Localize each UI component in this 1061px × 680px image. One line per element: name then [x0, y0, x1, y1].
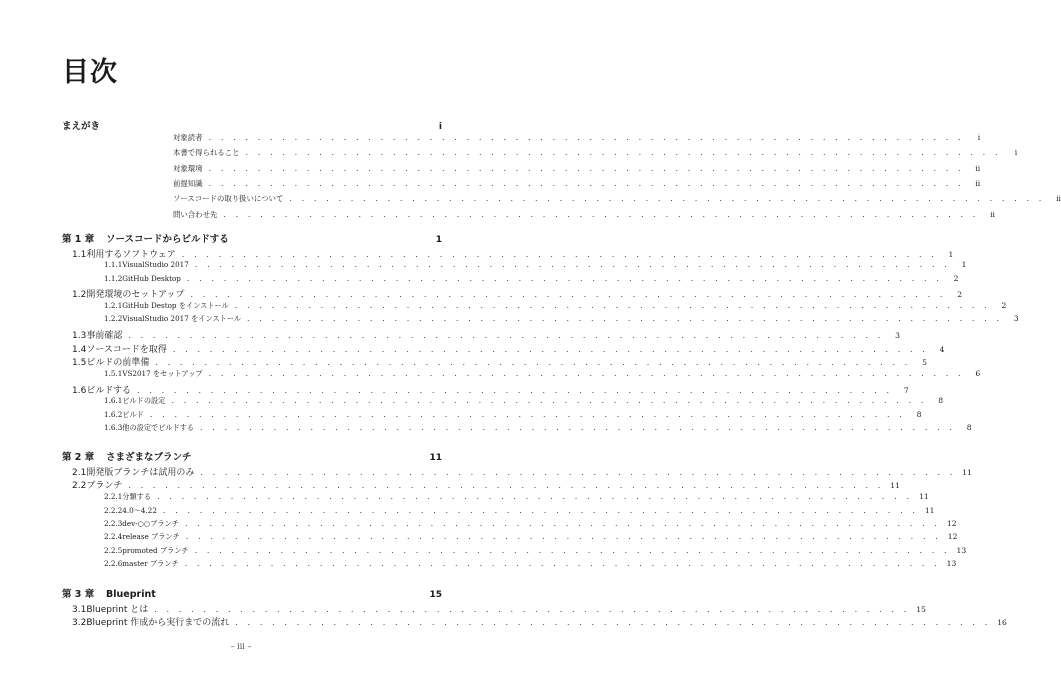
entry-number: 1.2 [72, 290, 87, 301]
entry-title: release ブランチ [122, 532, 180, 542]
toc-subsection[interactable] [104, 260, 967, 274]
entry-number: 2.2.2 [104, 505, 123, 515]
page-number: 11 [429, 453, 442, 463]
page-number: ii [975, 163, 981, 173]
entry-title: VisualStudio 2017 [122, 260, 189, 270]
page-number: 12 [947, 532, 958, 542]
entry-number: 2.2 [72, 481, 87, 492]
entry-number: 2.2.4 [104, 532, 123, 542]
entry-number: 2.2.6 [104, 559, 123, 569]
toc-preface-item[interactable] [173, 193, 1061, 207]
page-number: i [438, 122, 442, 132]
entry-title: 事前確認 [86, 330, 123, 341]
entry-number: 2.2.1 [104, 492, 123, 502]
entry-number: 1.4 [72, 344, 87, 355]
page-number: i [977, 133, 981, 142]
chapter-number: 第 3 章 [62, 589, 95, 600]
entry-number: 1.3 [72, 330, 87, 341]
dot-leader: . . . . . . . . . . . . . . . . . . . . . . . . . . . . . . . . . . . . . . . . . . . . . . . . . . . . . . . . . . . . . . [184, 559, 941, 569]
entry-title: ビルド [122, 409, 144, 419]
toc-section[interactable] [72, 602, 926, 616]
page-number: 3 [895, 330, 900, 340]
page-number: 3 [1013, 314, 1019, 324]
toc-subsection[interactable] [104, 396, 944, 410]
dot-leader: . . . . . . . . . . . . . . . . . . . . . . . . . . . . . . . . . . . . . . . . . . . . . . . . . . . . . . . . . . . . . . [154, 604, 910, 614]
entry-number: 1.6 [72, 385, 87, 396]
entry-title: 分類する [122, 492, 152, 502]
page-footer: – iii – [230, 642, 252, 651]
entry-number: 2.1 [72, 467, 87, 478]
page-number: i [1014, 148, 1018, 158]
toc-subsection[interactable] [104, 505, 935, 520]
chapter-number: 第 1 章 [62, 234, 95, 245]
page-number: 11 [924, 505, 935, 515]
entry-title: 対象環境 [173, 163, 203, 173]
entry-title: ビルドする [86, 385, 132, 396]
entry-number: 1.1.2 [104, 273, 123, 283]
toc-subsection[interactable] [104, 409, 922, 424]
entry-title: 他の設定でビルドする [122, 423, 194, 433]
dot-leader: . . . . . . . . . . . . . . . . . . . . . . . . . . . . . . . . . . . . . . . . . . . . . . . . . . . . . . . . . . . . . . [199, 423, 956, 433]
dot-leader: . . . . . . . . . . . . . . . . . . . . . . . . . . . . . . . . . . . . . . . . . . . . . . . . . . . . . . . . . . . . . . [194, 545, 951, 555]
entry-title: ブランチ [86, 481, 123, 492]
dot-leader: . . . . . . . . . . . . . . . . . . . . . . . . . . . . . . . . . . . . . . . . . . . . . . . . . . . . . . . . . . . . . . [172, 344, 929, 354]
dot-leader: . . . . . . . . . . . . . . . . . . . . . . . . . . . . . . . . . . . . . . . . . . . . . . . . . . . . . . . . . . . . . . [247, 314, 1003, 324]
entry-title: 開発版ブランチは試用のみ [86, 467, 195, 478]
page-number: 8 [966, 423, 972, 433]
entry-number: 1.1 [72, 249, 87, 260]
page-number: 15 [916, 604, 926, 614]
toc-subsection[interactable] [104, 545, 967, 560]
entry-number: 1.1.1 [104, 260, 123, 270]
dot-leader: . . . . . . . . . . . . . . . . . . . . . . . . . . . . . . . . . . . . . . . . . . . . . . . . . . . . . . . . . . . . . . [128, 481, 884, 491]
entry-number: 2.2.5 [104, 545, 123, 555]
dot-leader: . . . . . . . . . . . . . . . . . . . . . . . . . . . . . . . . . . . . . . . . . . . . . . . . . . . . . . . . . . . . . . [289, 194, 1045, 204]
entry-title: 本書で得られること [173, 148, 240, 158]
dot-leader: . . . . . . . . . . . . . . . . . . . . . . . . . . . . . . . . . . . . . . . . . . . . . . . . . . . . . . . . . . . . . . [181, 249, 938, 259]
toc-section[interactable] [72, 465, 972, 479]
entry-title: dev-○○ブランチ [122, 518, 179, 528]
page-number: 2 [953, 273, 959, 283]
entry-title: ビルドの前準備 [86, 358, 150, 369]
entry-title: master ブランチ [122, 559, 179, 569]
page-number: 11 [962, 467, 972, 477]
page-number: 1 [948, 249, 954, 259]
page-number: ii [990, 209, 995, 219]
page-number: 2 [1001, 300, 1007, 310]
entry-title: さまざまなブランチ [106, 452, 192, 463]
toc-subsection[interactable] [104, 518, 957, 533]
entry-title: 開発環境のセットアップ [86, 290, 185, 301]
page-number: ii [975, 178, 981, 188]
entry-title: Blueprint 作成から実行までの流れ [86, 618, 230, 629]
dot-leader: . . . . . . . . . . . . . . . . . . . . . . . . . . . . . . . . . . . . . . . . . . . . . . . . . . . . . . . . . . . . . . [194, 260, 951, 270]
toc-preface-item[interactable] [173, 209, 995, 223]
toc-section[interactable] [72, 478, 900, 492]
toc-subsection[interactable] [104, 492, 929, 506]
dot-leader: . . . . . . . . . . . . . . . . . . . . . . . . . . . . . . . . . . . . . . . . . . . . . . . . . . . . . . . . . . . . . . [223, 209, 979, 219]
entry-number: 1.6.1 [104, 396, 123, 406]
page-title: 目次 [62, 57, 118, 88]
entry-title: ビルドの設定 [122, 396, 166, 406]
toc-chapter[interactable] [62, 449, 442, 463]
page-number: 16 [997, 618, 1007, 628]
entry-title: VS2017 をセットアップ [122, 369, 203, 379]
dot-leader: . . . . . . . . . . . . . . . . . . . . . . . . . . . . . . . . . . . . . . . . . . . . . . . . . . . . . . . . . . . . . . [155, 358, 911, 368]
entry-title: GitHub Desktop [122, 273, 181, 283]
page-number: 8 [938, 396, 944, 406]
dot-leader: . . . . . . . . . . . . . . . . . . . . . . . . . . . . . . . . . . . . . . . . . . . . . . . . . . . . . . . . . . . . . . [128, 330, 884, 340]
page-number: 11 [918, 492, 929, 502]
entry-title: 4.0〜4.22 [122, 505, 157, 515]
entry-number: 1.6.2 [104, 409, 123, 419]
page-number: 12 [946, 518, 957, 528]
page-number: ii [1056, 194, 1061, 204]
page-number: 1 [435, 235, 442, 245]
toc-subsection[interactable] [104, 369, 981, 383]
page-number: 2 [957, 290, 963, 300]
entry-title: Blueprint [106, 589, 156, 600]
page-number: 6 [975, 369, 981, 379]
page-number: 13 [946, 559, 957, 569]
toc-section[interactable] [72, 383, 909, 397]
page-number: 5 [922, 358, 927, 368]
toc-preface[interactable] [62, 118, 442, 132]
entry-title: 対象読者 [173, 133, 203, 142]
entry-number: 1.2.2 [104, 314, 123, 324]
toc-chapter[interactable] [62, 231, 442, 245]
entry-title: VisualStudio 2017 をインストール [122, 314, 242, 324]
toc-preface-item[interactable] [173, 163, 981, 177]
dot-leader: . . . . . . . . . . . . . . . . . . . . . . . . . . . . . . . . . . . . . . . . . . . . . . . . . . . . . . . . . . . . . . [200, 467, 956, 477]
entry-title: 利用するソフトウェア [86, 249, 176, 260]
page-number: 15 [429, 590, 442, 600]
dot-leader: . . . . . . . . . . . . . . . . . . . . . . . . . . . . . . . . . . . . . . . . . . . . . . . . . . . . . . . . . . . . . . [190, 290, 947, 300]
entry-title: ソースコードの取り扱いについて [173, 194, 284, 204]
toc-subsection[interactable] [104, 532, 958, 546]
dot-leader: . . . . . . . . . . . . . . . . . . . . . . . . . . . . . . . . . . . . . . . . . . . . . . . . . . . . . . . . . . . . . . [149, 409, 906, 419]
toc-preface-item[interactable] [173, 132, 981, 146]
toc-section[interactable] [72, 247, 954, 261]
entry-number: 1.5.1 [104, 369, 123, 379]
dot-leader: . . . . . . . . . . . . . . . . . . . . . . . . . . . . . . . . . . . . . . . . . . . . . . . . . . . . . . . . . . . . . . [234, 300, 991, 310]
toc-section[interactable] [72, 355, 927, 369]
entry-number: 3.2 [72, 618, 87, 629]
entry-number: 1.5 [72, 358, 87, 369]
toc-subsection[interactable] [104, 300, 1007, 315]
entry-title: 問い合わせ先 [173, 209, 218, 219]
chapter-number: 第 2 章 [62, 452, 95, 463]
toc-section[interactable] [72, 328, 900, 342]
entry-title: GitHub Destop をインストール [122, 300, 229, 310]
toc-chapter[interactable] [62, 586, 442, 600]
dot-leader: . . . . . . . . . . . . . . . . . . . . . . . . . . . . . . . . . . . . . . . . . . . . . . . . . . . . . . . . . . . . . . [184, 518, 941, 528]
dot-leader: . . . . . . . . . . . . . . . . . . . . . . . . . . . . . . . . . . . . . . . . . . . . . . . . . . . . . . . . . . . . . . [186, 273, 943, 283]
dot-leader: . . . . . . . . . . . . . . . . . . . . . . . . . . . . . . . . . . . . . . . . . . . . . . . . . . . . . . . . . . . . . . [171, 396, 928, 406]
dot-leader: . . . . . . . . . . . . . . . . . . . . . . . . . . . . . . . . . . . . . . . . . . . . . . . . . . . . . . . . . . . . . . [245, 148, 1002, 158]
toc-subsection[interactable] [104, 314, 1019, 328]
dot-leader: . . . . . . . . . . . . . . . . . . . . . . . . . . . . . . . . . . . . . . . . . . . . . . . . . . . . . . . . . . . . . . [162, 505, 919, 515]
dot-leader: . . . . . . . . . . . . . . . . . . . . . . . . . . . . . . . . . . . . . . . . . . . . . . . . . . . . . . . . . . . . . . [235, 618, 991, 628]
entry-title: 前提知識 [173, 178, 203, 188]
toc-preface-item[interactable] [173, 178, 981, 192]
dot-leader: . . . . . . . . . . . . . . . . . . . . . . . . . . . . . . . . . . . . . . . . . . . . . . . . . . . . . . . . . . . . . . [185, 532, 942, 542]
page-number: 7 [903, 385, 909, 395]
page-number: 8 [916, 409, 922, 419]
dot-leader: . . . . . . . . . . . . . . . . . . . . . . . . . . . . . . . . . . . . . . . . . . . . . . . . . . . . . . . . . . . . . . [208, 178, 965, 188]
page-number: 4 [939, 344, 945, 354]
entry-title: ソースコードからビルドする [106, 234, 229, 245]
toc-subsection[interactable] [104, 559, 957, 573]
toc-section[interactable] [72, 615, 1007, 629]
dot-leader: . . . . . . . . . . . . . . . . . . . . . . . . . . . . . . . . . . . . . . . . . . . . . . . . . . . . . . . . . . . . . . [137, 385, 893, 395]
dot-leader: . . . . . . . . . . . . . . . . . . . . . . . . . . . . . . . . . . . . . . . . . . . . . . . . . . . . . . . . . . . . . . [208, 163, 965, 173]
dot-leader: . . . . . . . . . . . . . . . . . . . . . . . . . . . . . . . . . . . . . . . . . . . . . . . . . . . . . . . . . . . . . . [157, 492, 913, 502]
entry-number: 1.6.3 [104, 423, 123, 433]
toc-subsection[interactable] [104, 273, 959, 288]
entry-number: 3.1 [72, 604, 87, 615]
page-number: 13 [956, 545, 967, 555]
toc-preface-item[interactable] [173, 147, 1018, 161]
entry-number: 2.2.3 [104, 518, 123, 528]
entry-title: まえがき [62, 121, 101, 132]
toc-section[interactable] [72, 287, 963, 301]
page-number: 11 [890, 481, 900, 491]
dot-leader: . . . . . . . . . . . . . . . . . . . . . . . . . . . . . . . . . . . . . . . . . . . . . . . . . . . . . . . . . . . . . . [208, 369, 965, 379]
dot-leader: . . . . . . . . . . . . . . . . . . . . . . . . . . . . . . . . . . . . . . . . . . . . . . . . . . . . . . . . . . . . . . [208, 133, 965, 142]
page-number: 1 [961, 260, 967, 270]
toc-subsection[interactable] [104, 423, 972, 437]
toc-section[interactable] [72, 342, 945, 356]
entry-title: ソースコードを取得 [86, 344, 167, 355]
entry-title: Blueprint とは [86, 604, 149, 615]
entry-title: promoted ブランチ [122, 545, 189, 555]
entry-number: 1.2.1 [104, 300, 123, 310]
